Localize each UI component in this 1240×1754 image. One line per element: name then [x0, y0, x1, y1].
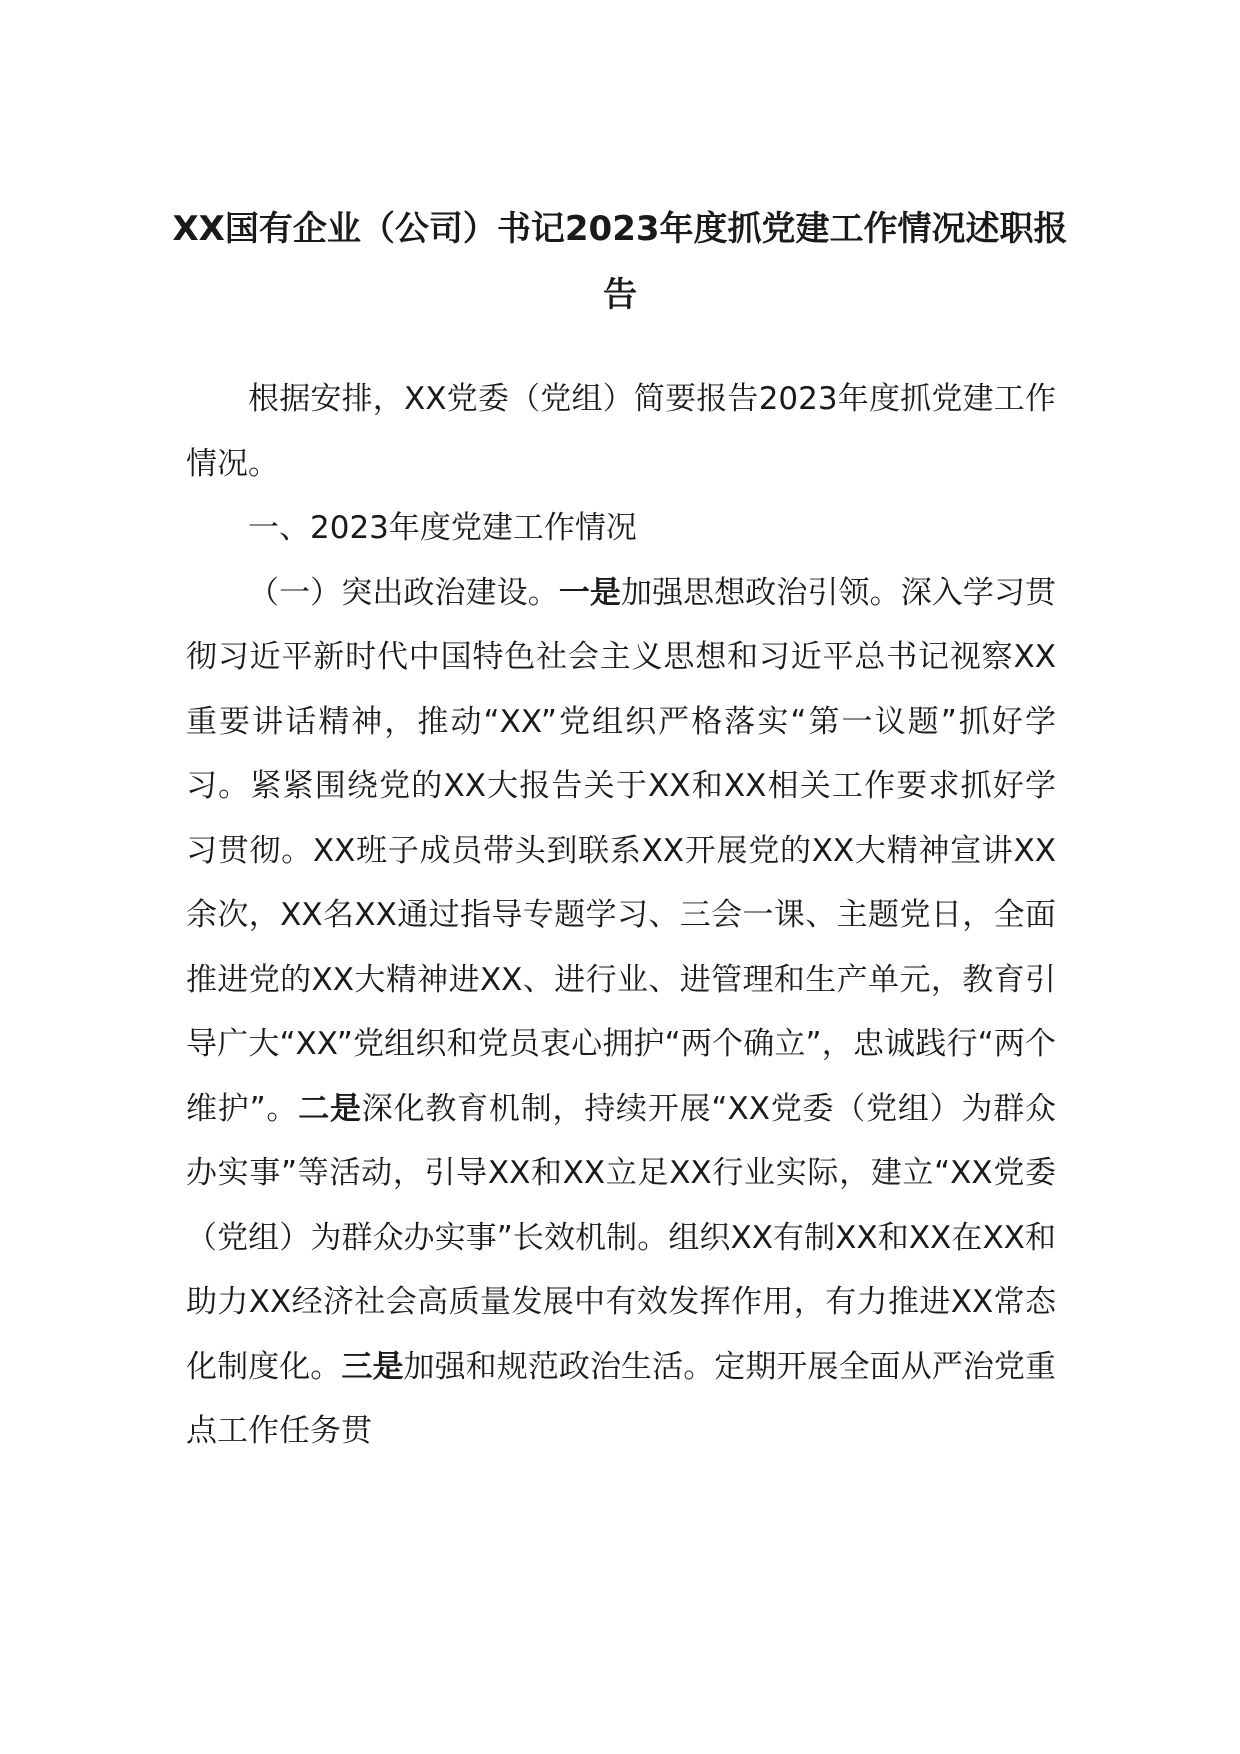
point-1-text: 加强思想政治引领。深入学习贯彻习近平新时代中国特色社会主义思想和习近平总书记视察XX重要讲话精神，推动“XX”党组织严格落实“第一议题”抓好学习。紧紧围绕党的XX大报告关于XX和XX相关工作要求抓好学习贯彻。XX班子成员带头到联系XX开展党的XX大精神宣讲XX余次，XX名XX通过指导专题学习、三会一课、主题党日，全面推进党的XX大精神进XX、进行业、进管理和生产单元，教育引导广大“XX”党组织和党员衷心拥护“两个确立”，忠诚践行“两个维护”。 [186, 574, 1057, 1127]
point-2-label: 二是 [298, 1090, 362, 1127]
subsection-lead: （一）突出政治建设。 [248, 574, 559, 611]
point-3-text: 加强和规范政治生活。定期开展全面从严治党重点工作任务贯 [186, 1348, 1057, 1449]
document-title: XX国有企业（公司）书记2023年度抓党建工作情况述职报告 [172, 209, 1068, 315]
subsection-paragraph [186, 561, 1056, 1464]
point-2-text: 深化教育机制，持续开展“XX党委（党组）为群众办实事”等活动，引导XX和XX立足XX行业实际，建立“XX党委（党组）为群众办实事”长效机制。组织XX有制XX和XX在XX和助力XX经济社会高质量发展中有效发挥作用，有力推进XX常态化制度化。 [186, 1090, 1056, 1385]
section-heading: 一、2023年度党建工作情况 [248, 510, 637, 546]
point-3-label: 三是 [341, 1348, 404, 1385]
point-1-label: 一是 [558, 574, 621, 611]
document-body [186, 367, 1056, 1464]
intro-paragraph: 根据安排，XX党委（党组）简要报告2023年度抓党建工作情况。 [186, 381, 1056, 482]
